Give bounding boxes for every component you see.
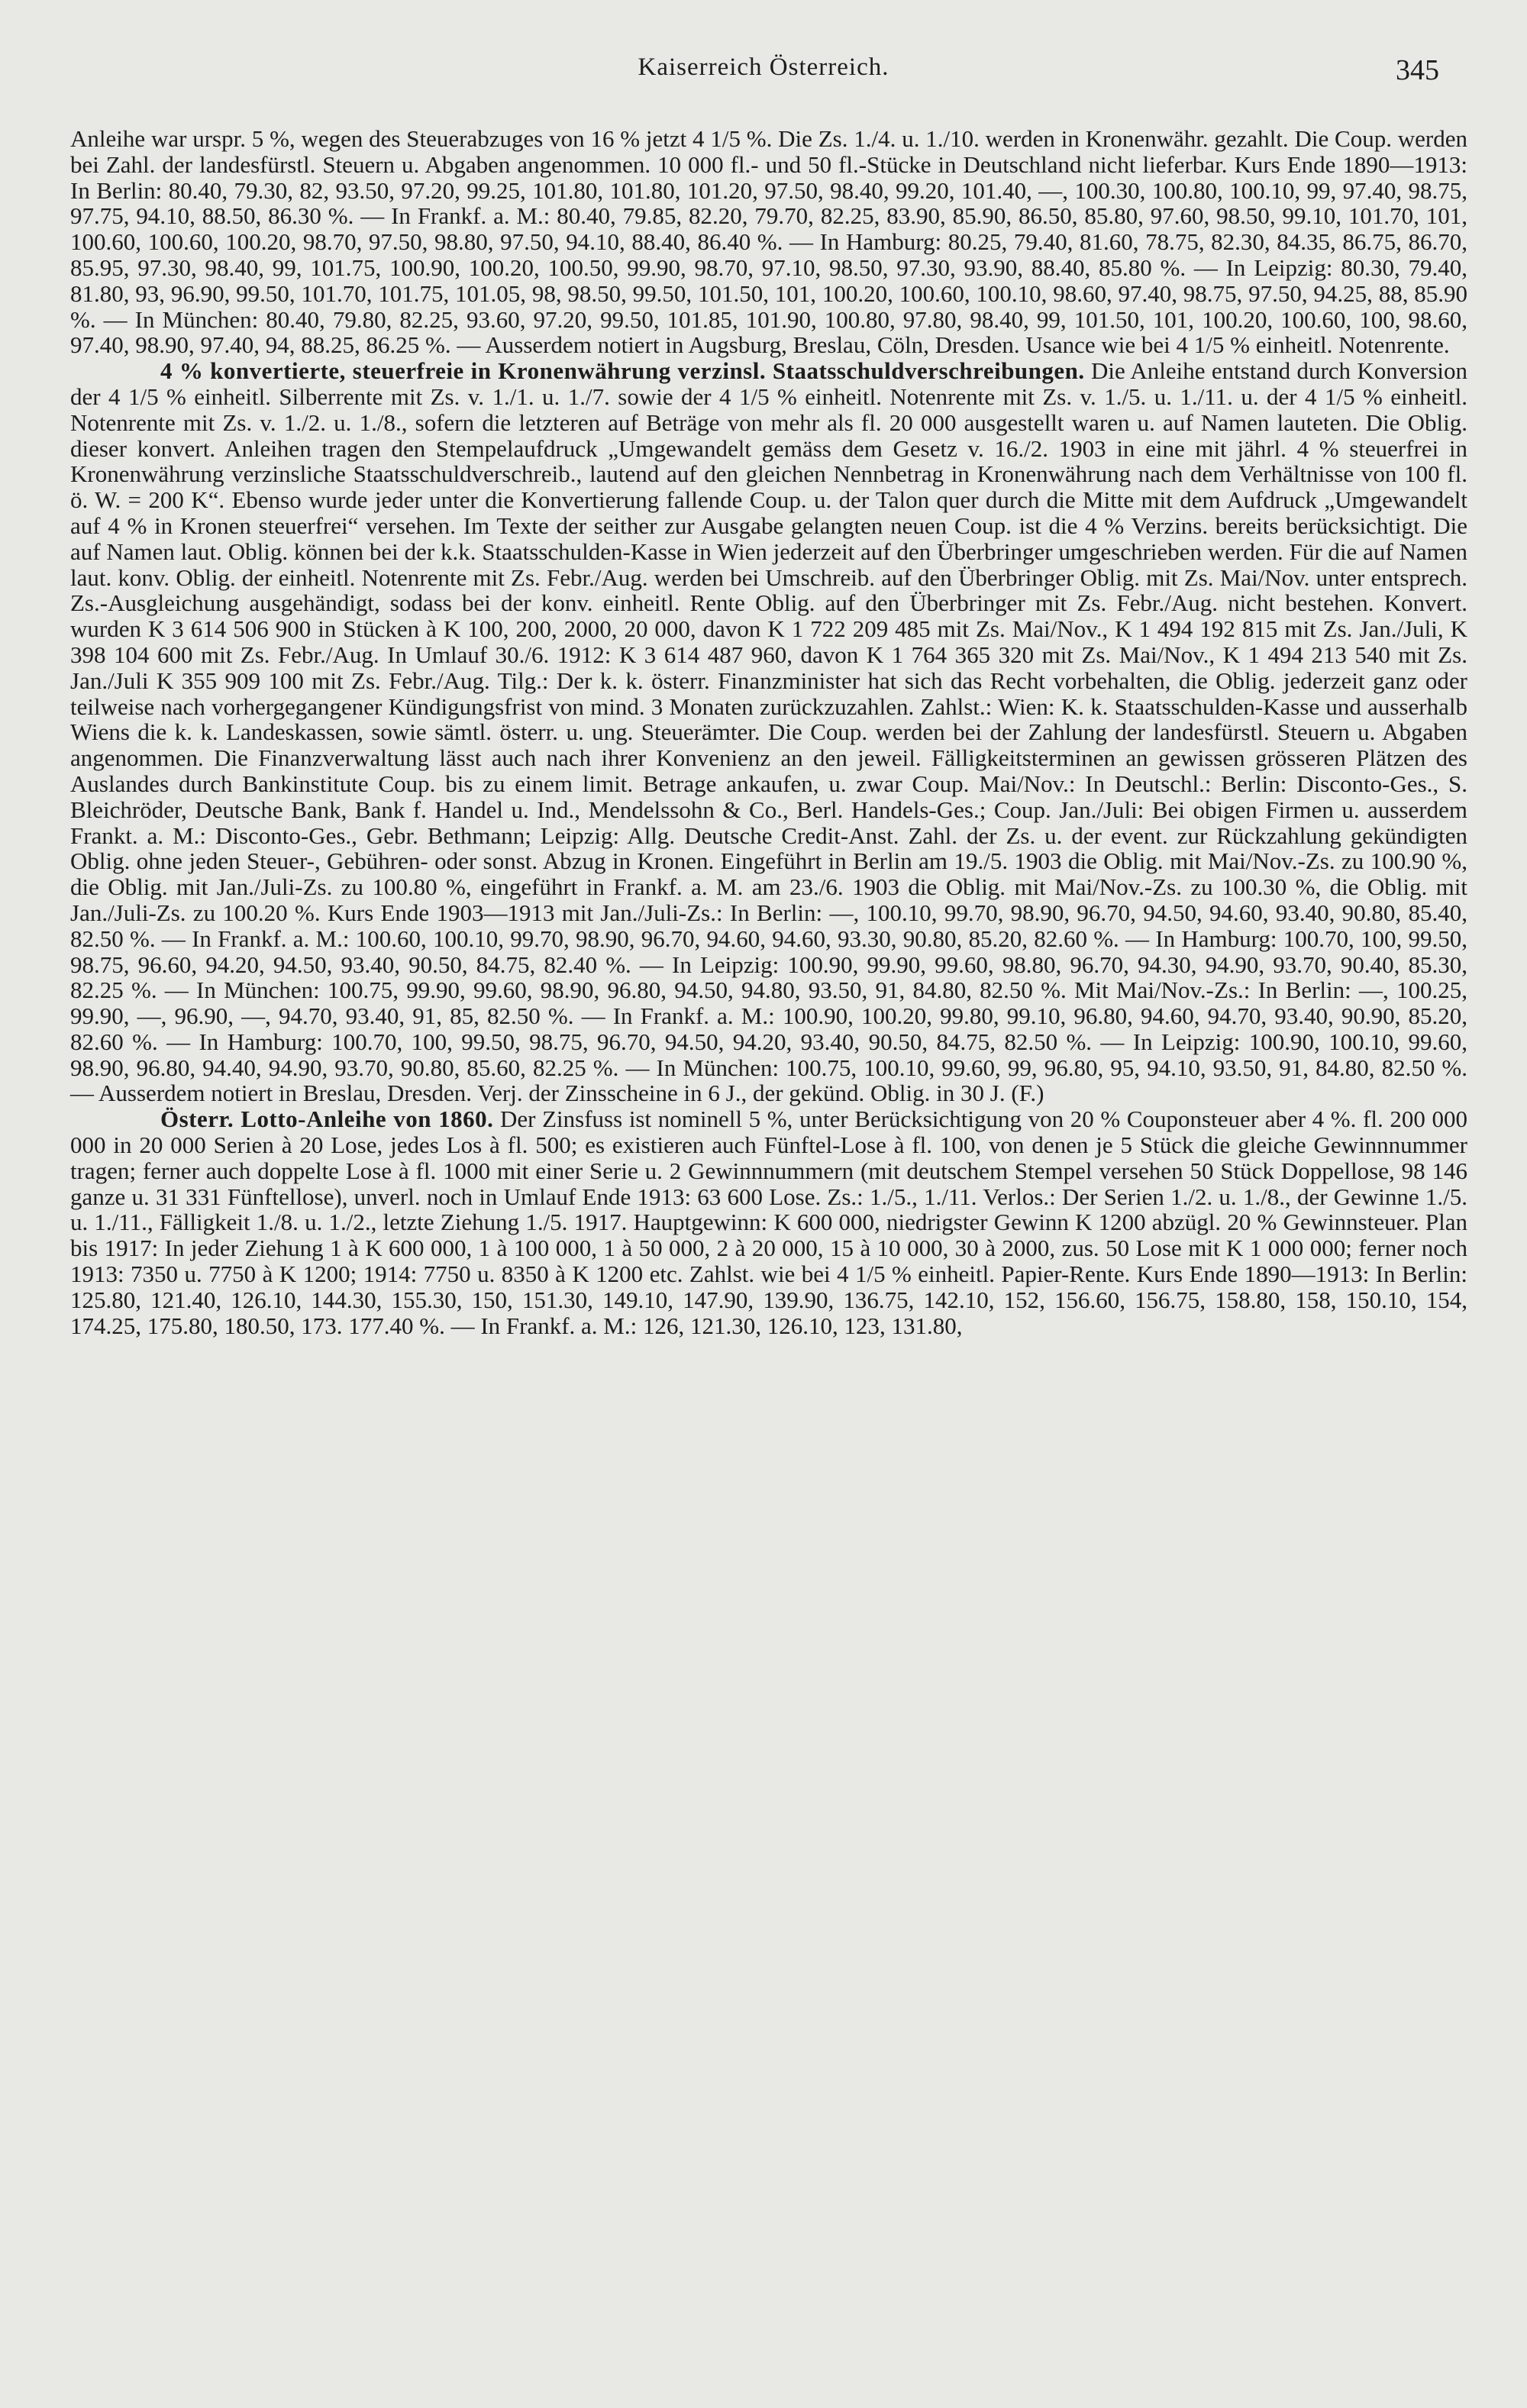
section-lotto-anleihe — [70, 1106, 1467, 1338]
page-header — [0, 53, 1527, 99]
paragraph-text: Die Anleihe entstand durch Konversion der 4 1/5 % einheitl. Silberrente mit Zs. v. 1./1. u. 1./7. sowie der 4 1/5 % einheitl. Notenrente mit Zs. v. 1./5. u. 1./11. u. der 4 1/5 % einheitl. Notenrente mit Zs. v. 1./2. u. 1./8., sofern die letzteren auf Beträge von mehr als fl. 20 000 ausgestellt waren u. auf Namen lauteten. Die Oblig. dieser konvert. Anleihen tragen den Stempelaufdruck „Umgewandelt gemäss dem Gesetz v. 16./2. 1903 in eine mit jährl. 4 % steuerfrei in Kronenwährung verzinsliche Staatsschuldverschreib., lautend auf den gleichen Nennbetrag in Kronenwährung nach dem Verhältnisse von 100 fl. ö. W. = 200 K“. Ebenso wurde jeder unter die Konvertierung fallende Coup. u. der Talon quer durch die Mitte mit dem Aufdruck „Umgewandelt auf 4 % in Kronen steuerfrei“ versehen. Im Texte der seither zur Ausgabe gelangten neuen Coup. ist die 4 % Verzins. bereits berücksichtigt. Die auf Namen laut. Oblig. können bei der k.k. Staatsschulden-Kasse in Wien jederzeit auf den Überbringer umgeschrieben werden. Für die auf Namen laut. konv. Oblig. der einheitl. Notenrente mit Zs. Febr./Aug. werden bei Umschreib. auf den Überbringer Oblig. mit Zs. Mai/Nov. unter entsprech. Zs.-Ausgleichung ausgehändigt, sodass bei der konv. einheitl. Rente Oblig. auf den Überbringer mit Zs. Febr./Aug. nicht bestehen. Konvert. wurden K 3 614 506 900 in Stücken à K 100, 200, 2000, 20 000, davon K 1 722 209 485 mit Zs. Mai/Nov., K 1 494 192 815 mit Zs. Jan./Juli, K 398 104 600 mit Zs. Febr./Aug. In Umlauf 30./6. 1912: K 3 614 487 960, davon K 1 764 365 320 mit Zs. Mai/Nov., K 1 494 213 540 mit Zs. Jan./Juli K 355 909 100 mit Zs. Febr./Aug. Tilg.: Der k. k. österr. Finanzminister hat sich das Recht vorbehalten, die Oblig. jederzeit ganz oder teilweise nach vorhergegangener Kündigungsfrist von mind. 3 Monaten zurückzuzahlen. Zahlst.: Wien: K. k. Staatsschulden-Kasse und ausserhalb Wiens die k. k. Landeskassen, sowie sämtl. österr. u. ung. Steuerämter. Die Coup. werden bei der Zahlung der landesfürstl. Steuern u. Abgaben angenommen. Die Finanzverwaltung lässt auch nach ihrer Konvenienz an den jeweil. Fälligkeitsterminen an gewissen grösseren Plätzen des Auslandes durch Bankinstitute Coup. bis zu einem limit. Betrage ankaufen, u. zwar Coup. Mai/Nov.: In Deutschl.: Berlin: Disconto-Ges., S. Bleichröder, Deutsche Bank, Bank f. Handel u. Ind., Mendelssohn & Co., Berl. Handels-Ges.; Coup. Jan./Juli: Bei obigen Firmen u. ausserdem Frankt. a. M.: Disconto-Ges., Gebr. Bethmann; Leipzig: Allg. Deutsche Credit-Anst. Zahl. der Zs. u. der event. zur Rückzahlung gekündigten Oblig. ohne jeden Steuer-, Gebühren- oder sonst. Abzug in Kronen. Eingeführt in Berlin am 19./5. 1903 die Oblig. mit Mai/Nov.-Zs. zu 100.90 %, die Oblig. mit Jan./Juli-Zs. zu 100.80 %, eingeführt in Frankf. a. M. am 23./6. 1903 die Oblig. mit Mai/Nov.-Zs. zu 100.30 %, die Oblig. mit Jan./Juli-Zs. zu 100.20 %. Kurs Ende 1903—1913 mit Jan./Juli-Zs.: In Berlin: —, 100.10, 99.70, 98.90, 96.70, 94.50, 94.60, 93.40, 90.80, 85.40, 82.50 %. — In Frankf. a. M.: 100.60, 100.10, 99.70, 98.90, 96.70, 94.60, 94.60, 93.30, 90.80, 85.20, 82.60 %. — In Hamburg: 100.70, 100, 99.50, 98.75, 96.60, 94.20, 94.50, 93.40, 90.50, 84.75, 82.40 %. — In Leipzig: 100.90, 99.90, 99.60, 98.80, 96.70, 94.30, 94.90, 93.70, 90.40, 85.30, 82.25 %. — In München: 100.75, 99.90, 99.60, 98.90, 96.80, 94.50, 94.80, 93.50, 91, 84.80, 82.50 %. Mit Mai/Nov.-Zs.: In Berlin: —, 100.25, 99.90, —, 96.90, —, 94.70, 93.40, 91, 85, 82.50 %. — In Frankf. a. M.: 100.90, 100.20, 99.80, 99.10, 96.80, 94.60, 94.70, 93.40, 90.90, 85.20, 82.60 %. — In Hamburg: 100.70, 100, 99.50, 98.75, 96.70, 94.50, 94.20, 93.40, 90.50, 84.75, 82.50 %. — In Leipzig: 100.90, 100.10, 99.60, 98.90, 96.80, 94.40, 94.90, 93.70, 90.80, 85.60, 82.25 %. — In München: 100.75, 100.10, 99.60, 99, 96.80, 95, 94.10, 93.50, 91, 84.80, 82.50 %. — Ausserdem notiert in Breslau, Dresden. Verj. der Zinsscheine in 6 J., der gekünd. Oblig. in 30 J. (F.) — [70, 357, 1468, 1107]
paragraph-text: Anleihe war urspr. 5 %, wegen des Steuerabzuges von 16 % jetzt 4 1/5 %. Die Zs. 1./4. u. 1./10. werden in Kronenwähr. gezahlt. Die Coup. werden bei Zahl. der landesfürstl. Steuern u. Abgaben angenommen. 10 000 fl.- und 50 fl.-Stücke in Deutschland nicht lieferbar. Kurs Ende 1890—1913: In Berlin: 80.40, 79.30, 82, 93.50, 97.20, 99.25, 101.80, 101.80, 101.20, 97.50, 98.40, 99.20, 101.40, —, 100.30, 100.80, 100.10, 99, 97.40, 98.75, 97.75, 94.10, 88.50, 86.30 %. — In Frankf. a. M.: 80.40, 79.85, 82.20, 79.70, 82.25, 83.90, 85.90, 86.50, 85.80, 97.60, 98.50, 99.10, 101.70, 101, 100.60, 100.60, 100.20, 98.70, 97.50, 98.80, 97.50, 94.10, 88.40, 86.40 %. — In Hamburg: 80.25, 79.40, 81.60, 78.75, 82.30, 84.35, 86.75, 86.70, 85.95, 97.30, 98.40, 99, 101.75, 100.90, 100.20, 100.50, 99.90, 98.70, 97.10, 98.50, 97.30, 93.90, 88.40, 85.80 %. — In Leipzig: 80.30, 79.40, 81.80, 93, 96.90, 99.50, 101.70, 101.75, 101.05, 98, 98.50, 99.50, 101.50, 101, 100.20, 100.60, 100.10, 98.60, 97.40, 98.75, 97.50, 94.25, 88, 85.90 %. — In München: 80.40, 79.80, 82.25, 93.60, 97.20, 99.50, 101.85, 101.90, 100.80, 97.80, 98.40, 99, 101.50, 101, 100.20, 100.60, 100, 98.60, 97.40, 98.90, 97.40, 94, 88.25, 86.25 %. — Ausserdem notiert in Augsburg, Breslau, Cöln, Dresden. Usance wie bei 4 1/5 % einheitl. Notenrente. — [70, 125, 1467, 359]
section-konvertierte-staatsschuld — [70, 358, 1467, 1106]
page-body — [70, 126, 1467, 1338]
paragraph-rente-courses — [70, 126, 1467, 358]
running-head: Kaiserreich Österreich. — [638, 53, 889, 81]
section-heading: Österr. Lotto-Anleihe von 1860. — [160, 1106, 494, 1133]
paragraph-text: Der Zinsfuss ist nominell 5 %, unter Berücksichtigung von 20 % Couponsteuer aber 4 %. fl. 200 000 000 in 20 000 Serien à 20 Lose, jedes Los à fl. 500; es existieren auch Fünftel-Lose à fl. 100, von denen je 5 Stück die gleiche Gewinnnummer tragen; ferner auch doppelte Lose à fl. 1000 mit einer Serie u. 2 Gewinnnummern (mit deutschem Stempel versehen 50 Stück Doppellose, 98 146 ganze u. 31 331 Fünftellose), unverl. noch in Umlauf Ende 1913: 63 600 Lose. Zs.: 1./5., 1./11. Verlos.: Der Serien 1./2. u. 1./8., der Gewinne 1./5. u. 1./11., Fälligkeit 1./8. u. 1./2., letzte Ziehung 1./5. 1917. Hauptgewinn: K 600 000, niedrigster Gewinn K 1200 abzügl. 20 % Gewinnsteuer. Plan bis 1917: In jeder Ziehung 1 à K 600 000, 1 à 100 000, 1 à 50 000, 2 à 20 000, 15 à 10 000, 30 à 2000, zus. 50 Lose mit K 1 000 000; ferner noch 1913: 7350 u. 7750 à K 1200; 1914: 7750 u. 8350 à K 1200 etc. Zahlst. wie bei 4 1/5 % einheitl. Papier-Rente. Kurs Ende 1890—1913: In Berlin: 125.80, 121.40, 126.10, 144.30, 155.30, 150, 151.30, 149.10, 147.90, 139.90, 136.75, 142.10, 152, 156.60, 156.75, 158.80, 158, 150.10, 154, 174.25, 175.80, 180.50, 173. 177.40 %. — In Frankf. a. M.: 126, 121.30, 126.10, 123, 131.80, — [70, 1106, 1467, 1339]
page-number: 345 — [1396, 54, 1439, 86]
section-heading: 4 % konvertierte, steuerfreie in Kronenwährung verzinsl. Staatsschuldverschreibungen. — [160, 357, 1085, 385]
